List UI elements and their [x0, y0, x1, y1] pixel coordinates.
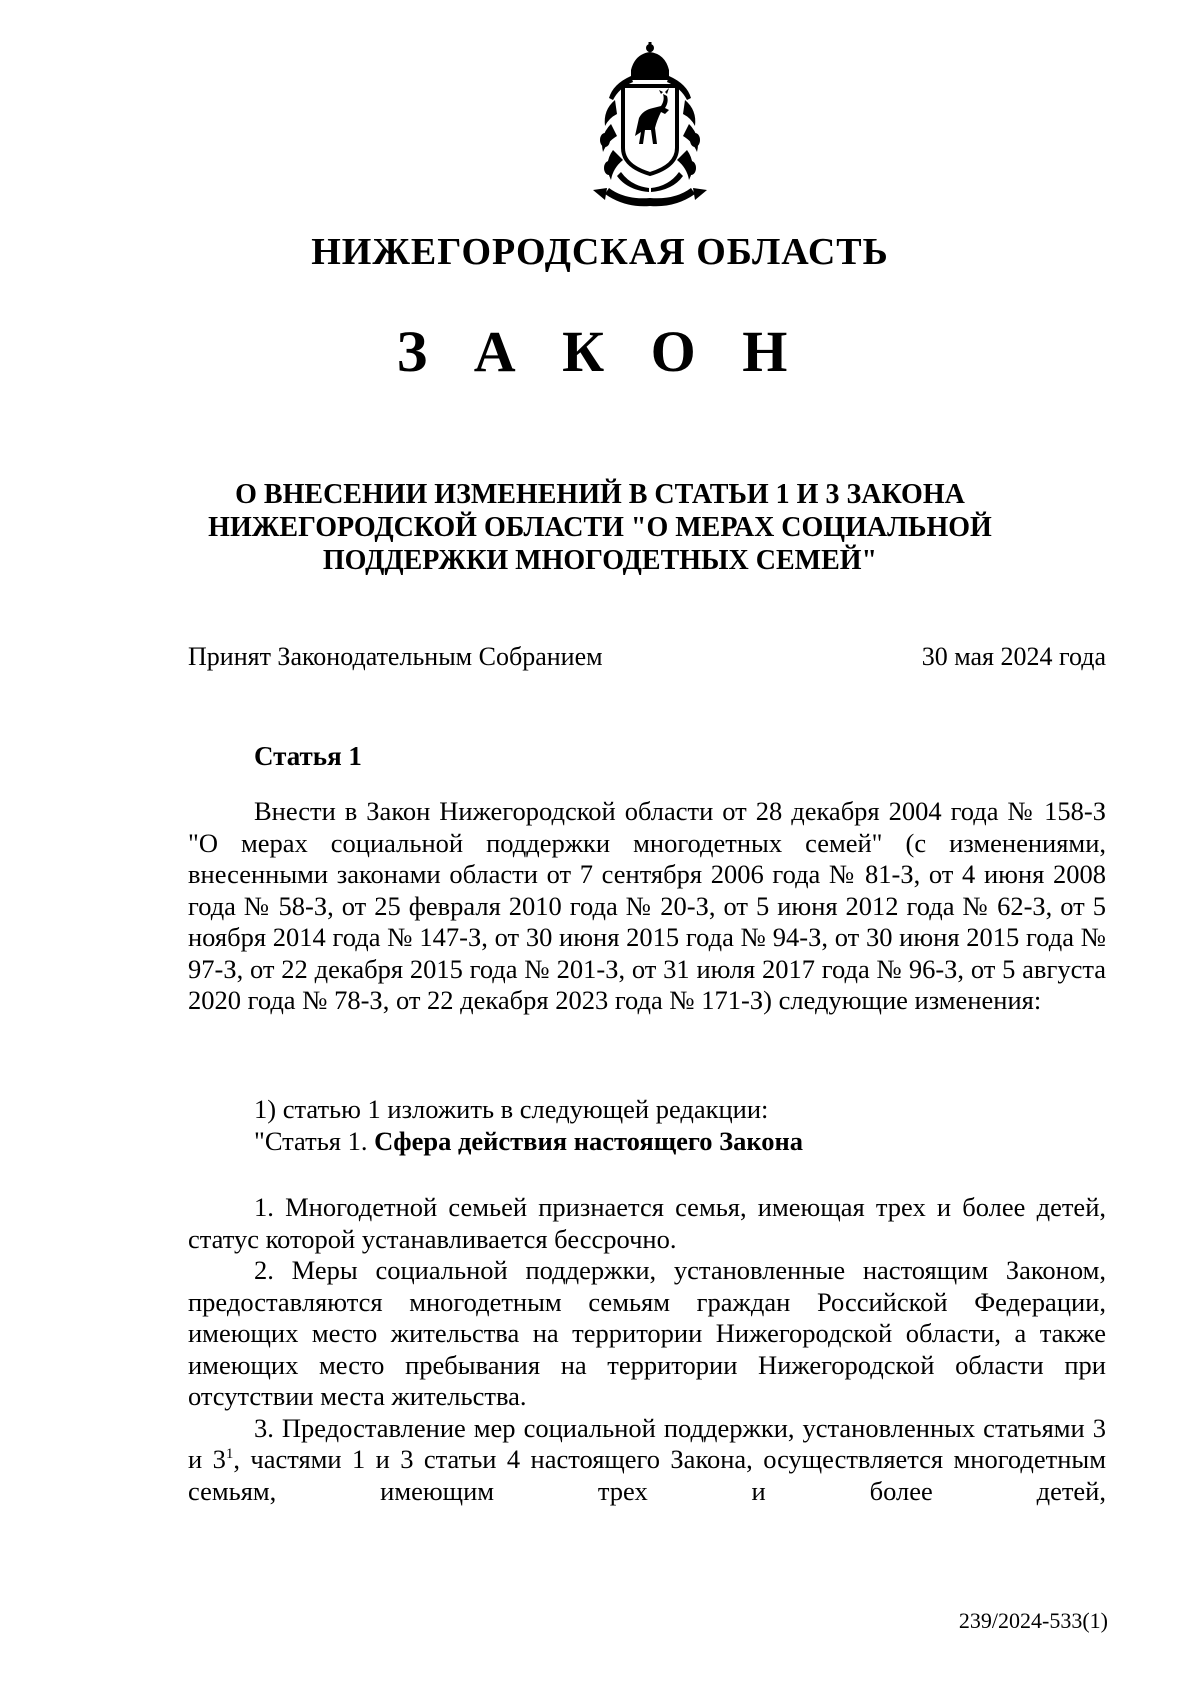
- adopted-by: Принят Законодательным Собранием: [188, 642, 603, 671]
- adoption-date: 30 мая 2024 года: [921, 642, 1106, 671]
- law-title-line: ПОДДЕРЖКИ МНОГОДЕТНЫХ СЕМЕЙ": [322, 545, 878, 576]
- new-article-prefix: "Статья 1.: [254, 1125, 375, 1156]
- new-article-heading: [188, 1126, 1106, 1158]
- coat-of-arms-icon: [565, 40, 735, 215]
- law-title-line: О ВНЕСЕНИИ ИЗМЕНЕНИЙ В СТАТЬИ 1 И 3 ЗАКОНА: [235, 479, 965, 510]
- superscript: 1: [225, 1446, 234, 1463]
- clause-text: 3. Предоставление мер социальной поддержки, установленных статьями 3 и 3: [188, 1412, 1106, 1474]
- document-number: 239/2024-533(1): [958, 1608, 1108, 1633]
- law-title-line: НИЖЕГОРОДСКОЙ ОБЛАСТИ "О МЕРАХ СОЦИАЛЬНОЙ: [208, 512, 992, 543]
- amendment-items: [188, 1094, 1106, 1157]
- adoption-line: [188, 642, 1106, 672]
- article-heading: Статья 1: [254, 741, 362, 771]
- new-article-clauses: [188, 1192, 1106, 1507]
- clause-text: , частями 1 и 3 статьи 4 настоящего Закона, осуществляется многодетным семьям, имеющим трех и более детей,: [188, 1444, 1107, 1506]
- new-article-title: Сфера действия настоящего Закона: [374, 1125, 804, 1156]
- article-main-paragraph: [188, 796, 1106, 1017]
- clause: 2. Меры социальной поддержки, установленные настоящим Законом, предоставляются многодетным семьям граждан Российской Федерации, имеющих место жительства на территории Нижегородской области, а также имеющих место пребывания на территории Нижегородской области при отсутствии места жительства.: [188, 1255, 1106, 1411]
- document-type: З А К О Н: [396, 319, 804, 384]
- amendment-paragraph: Внести в Закон Нижегородской области от 28 декабря 2004 года № 158-З "О мерах социальной поддержки многодетных семей" (с изменениями, внесенными законами области от 7 сентября 2006 года № 81-З, от 4 июня 2008 года № 58-З, от 25 февраля 2010 года № 20-З, от 5 июня 2012 года № 62-З, от 5 ноября 2014 года № 147-З, от 30 июня 2015 года № 94-З, от 30 июня 2015 года № 97-З, от 22 декабря 2015 года № 201-З, от 31 июля 2017 года № 96-З, от 5 августа 2020 года № 78-З, от 22 декабря 2023 года № 171-З) следующие изменения:: [188, 796, 1106, 1015]
- amendment-item: 1) статью 1 изложить в следующей редакции:: [254, 1094, 769, 1124]
- region-name: НИЖЕГОРОДСКАЯ ОБЛАСТЬ: [311, 231, 889, 273]
- clause: 1. Многодетной семьей признается семья, имеющая трех и более детей, статус которой устанавливается бессрочно.: [188, 1192, 1106, 1254]
- law-title: [150, 478, 1050, 577]
- clause: [188, 1413, 1106, 1508]
